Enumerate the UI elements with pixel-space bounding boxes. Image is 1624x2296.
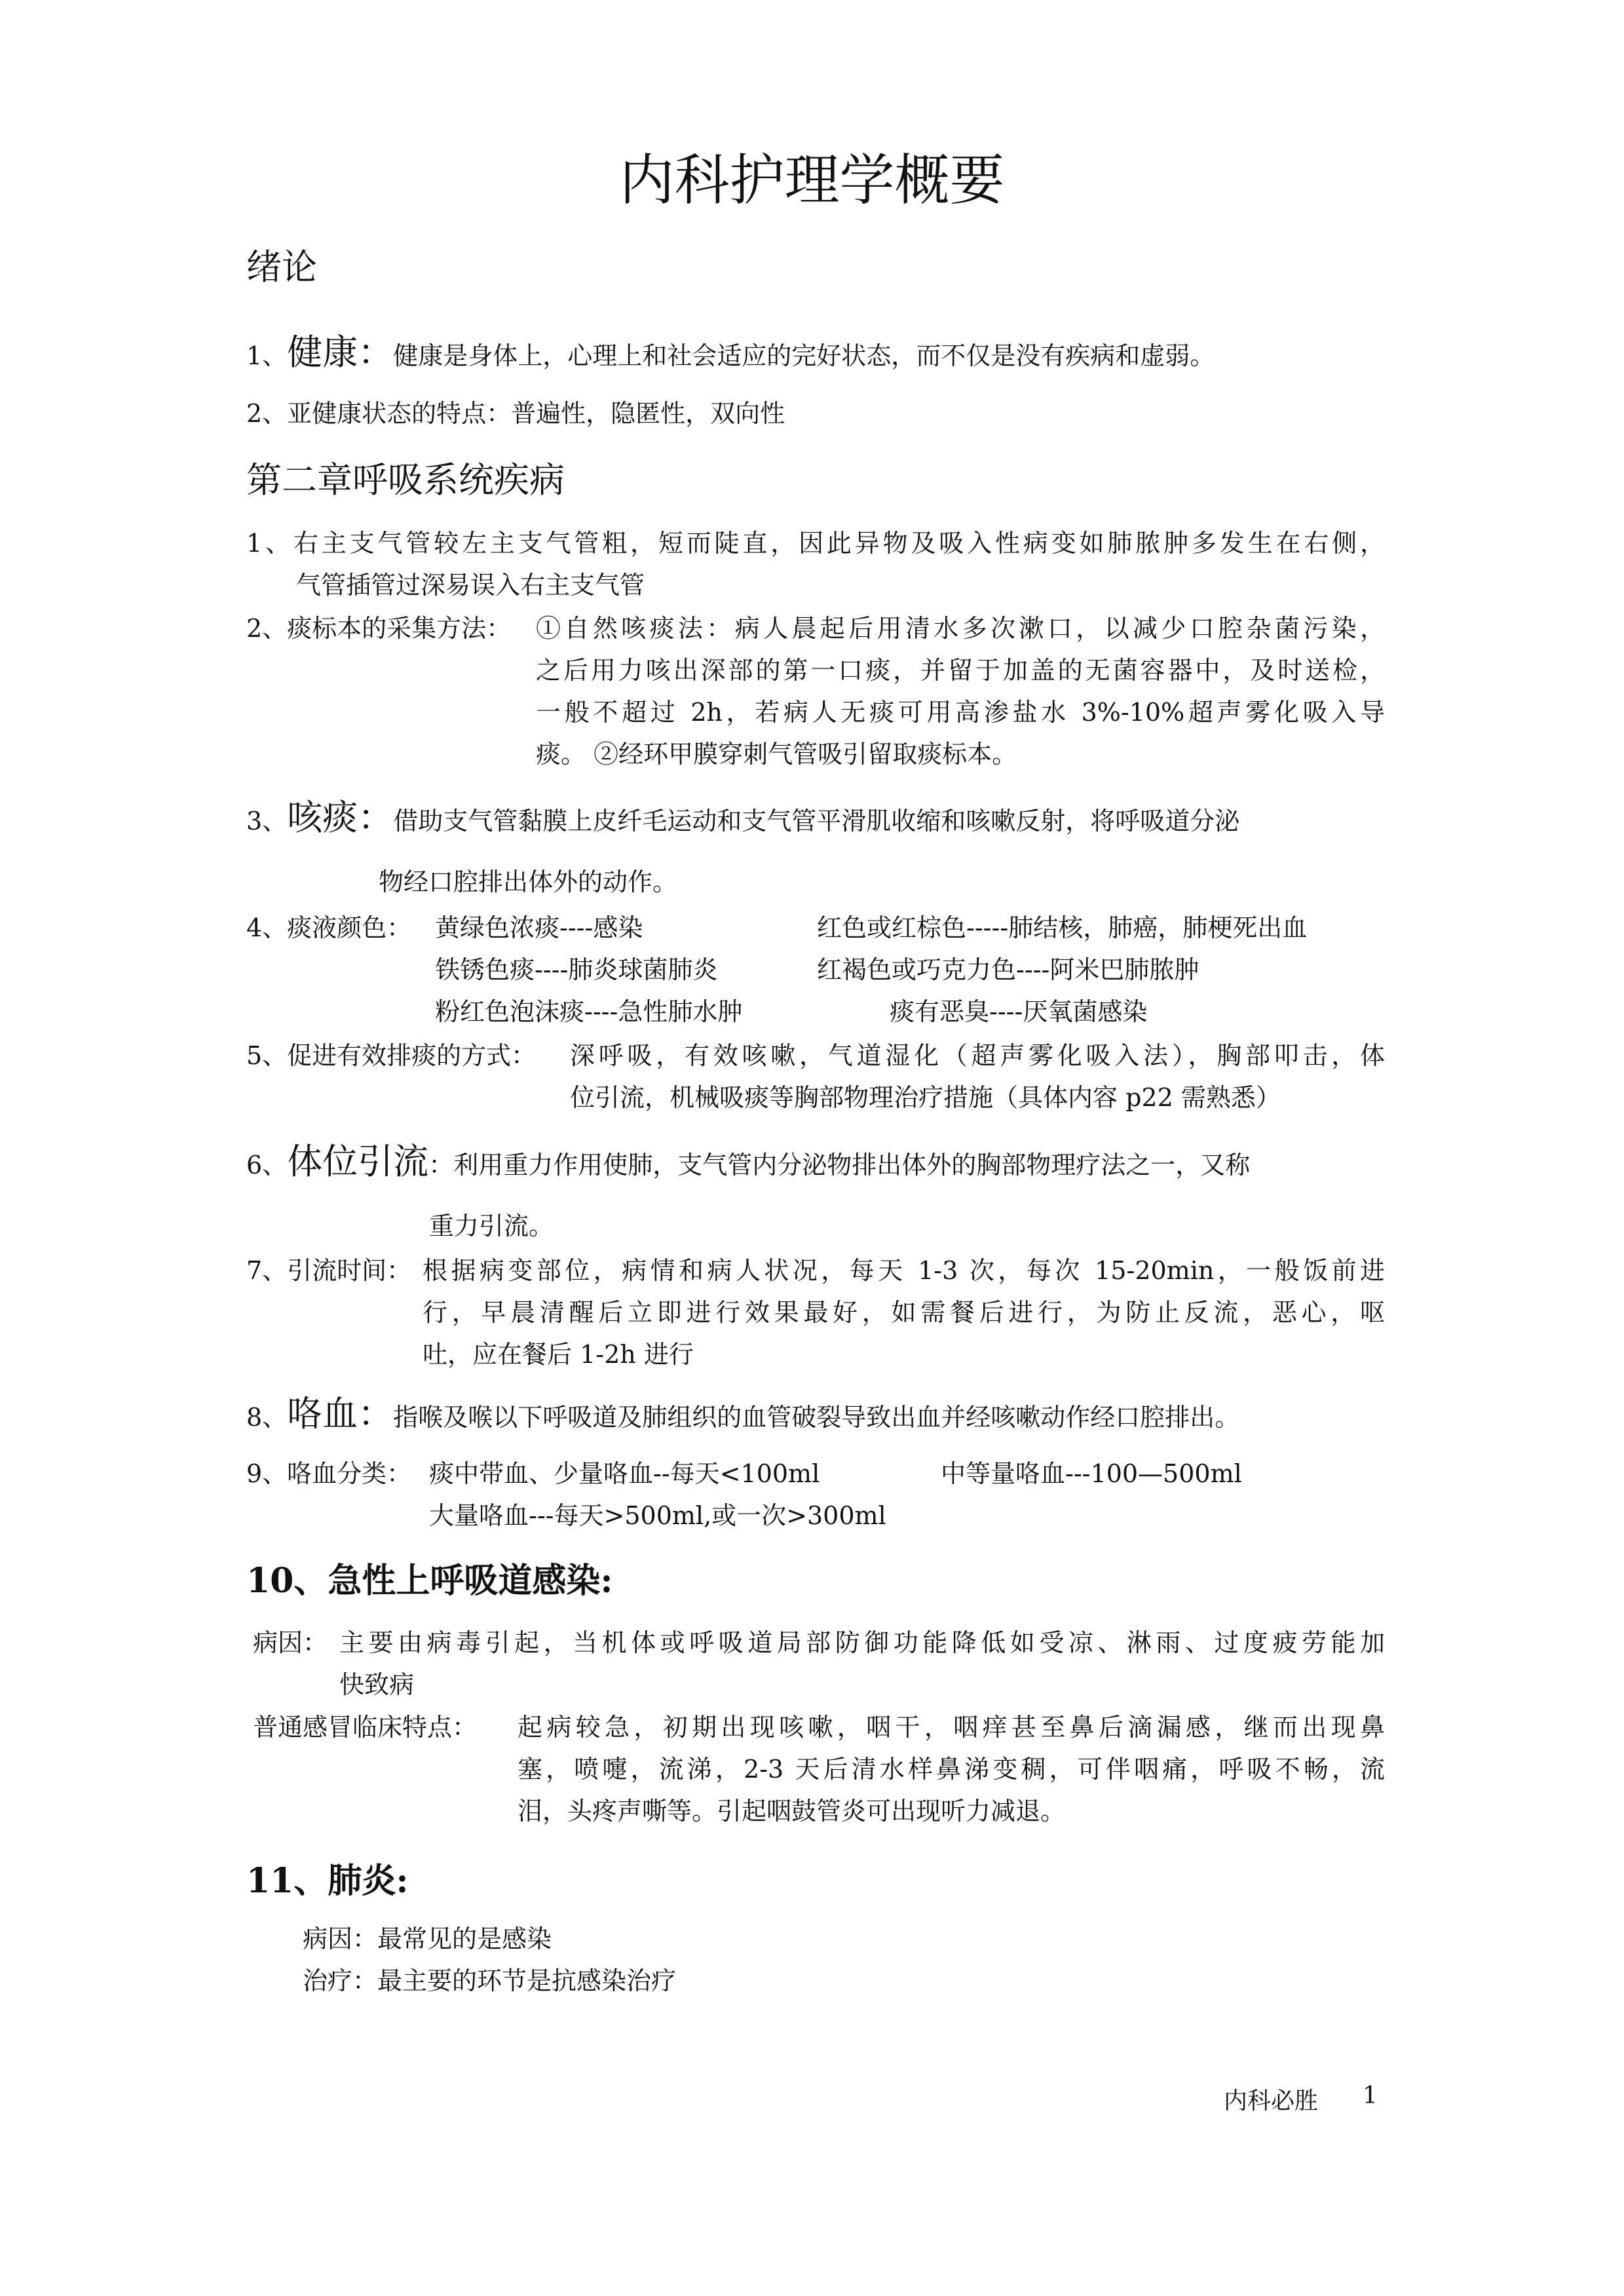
ch2-item-1-line-2: 气管插管过深易误入右主支气管 <box>296 571 645 600</box>
intro-item-2: 2、亚健康状态的特点：普遍性，隐匿性，双向性 <box>246 399 785 428</box>
uri-cause-line-1: 主要由病毒引起，当机体或呼吸道局部防御功能降低如受凉、淋雨、过度疲劳能加 <box>339 1628 1385 1657</box>
hemoptysis-class-1: 痰中带血、少量咯血--每天<100ml <box>429 1459 820 1488</box>
item-number: 1、 <box>246 341 288 370</box>
item-number: 6、 <box>246 1151 288 1179</box>
item-number: 8、 <box>246 1403 288 1432</box>
sputum-color-6: 痰有恶臭----厌氧菌感染 <box>890 997 1148 1026</box>
sputum-color-4: 红褐色或巧克力色----阿米巴肺脓肿 <box>817 955 1199 984</box>
sputum-color-1: 黄绿色浓痰----感染 <box>435 913 643 942</box>
footer-label: 内科必胜 <box>1224 2088 1319 2114</box>
ch2-item-5-line-1: 深呼吸，有效咳嗽，气道湿化（超声雾化吸入法），胸部叩击，体 <box>570 1041 1385 1070</box>
ch2-item-3-line-2: 物经口腔排出体外的动作。 <box>379 868 678 896</box>
term-hemoptysis: 咯血： <box>287 1393 394 1434</box>
term-definition: ：利用重力作用使肺，支气管内分泌物排出体外的胸部物理疗法之一，又称 <box>428 1151 1251 1179</box>
ch2-item-7-line-1: 根据病变部位，病情和病人状况，每天 1-3 次，每次 15-20min，一般饭前进 <box>423 1256 1385 1285</box>
ch2-item-3 <box>246 790 1239 840</box>
term-definition: 借助支气管黏膜上皮纤毛运动和支气管平滑肌收缩和咳嗽反射，将呼吸道分泌 <box>393 807 1240 835</box>
term-expectoration: 咳痰： <box>287 797 394 838</box>
ch2-item-4-label: 4、痰液颜色： <box>246 913 412 942</box>
document-title: 内科护理学概要 <box>619 148 1005 212</box>
term-postural-drainage: 体位引流 <box>287 1141 429 1182</box>
section-heading-intro: 绪论 <box>246 246 317 288</box>
ch2-item-6-line-2: 重力引流。 <box>429 1212 554 1240</box>
ch2-item-2-label: 2、痰标本的采集方法： <box>246 614 512 643</box>
hemoptysis-class-2: 中等量咯血---100—500ml <box>941 1459 1242 1488</box>
sputum-color-3: 铁锈色痰----肺炎球菌肺炎 <box>435 955 718 984</box>
ch2-item-5-line-2: 位引流，机械吸痰等胸部物理治疗措施（具体内容 p22 需熟悉） <box>570 1083 1281 1112</box>
ch2-item-2-line-3: 一般不超过 2h，若病人无痰可用高渗盐水 3%-10%超声雾化吸入导 <box>536 698 1385 727</box>
chapter-heading-respiratory: 第二章呼吸系统疾病 <box>246 459 565 501</box>
uri-clinical-line-1: 起病较急，初期出现咳嗽，咽干，咽痒甚至鼻后滴漏感，继而出现鼻 <box>518 1713 1385 1742</box>
sputum-color-2: 红色或红棕色-----肺结核，肺癌，肺梗死出血 <box>817 913 1308 942</box>
item-number: 3、 <box>246 807 288 835</box>
ch2-item-1-line-1: 1、右主支气管较左主支气管粗，短而陡直，因此异物及吸入性病变如肺脓肿多发生在右侧， <box>246 529 1385 558</box>
hemoptysis-class-3: 大量咯血---每天>500ml,或一次>300ml <box>429 1501 886 1530</box>
intro-item-1 <box>246 324 1215 375</box>
ch2-item-6 <box>246 1134 1250 1184</box>
ch2-item-7-line-2: 行，早晨清醒后立即进行效果最好，如需餐后进行，为防止反流，恶心，呕 <box>423 1298 1385 1327</box>
ch2-item-9-label: 9、咯血分类： <box>246 1459 412 1488</box>
uri-cause-label: 病因： <box>253 1628 328 1657</box>
uri-cause-line-2: 快致病 <box>339 1670 415 1699</box>
pneumonia-treatment: 治疗：最主要的环节是抗感染治疗 <box>303 1966 677 1995</box>
ch2-item-2-line-4: 痰。 ②经环甲膜穿刺气管吸引留取痰标本。 <box>536 740 1017 769</box>
uri-clinical-line-2: 塞，喷嚏，流涕，2-3 天后清水样鼻涕变稠，可伴咽痛，呼吸不畅，流 <box>518 1755 1385 1784</box>
ch2-item-7-label: 7、引流时间： <box>246 1256 412 1285</box>
term-health: 健康： <box>287 332 394 373</box>
ch2-item-2-line-2: 之后用力咳出深部的第一口痰，并留于加盖的无菌容器中，及时送检， <box>536 656 1385 685</box>
uri-clinical-line-3: 泪，头疼声嘶等。引起咽鼓管炎可出现听力减退。 <box>518 1797 1066 1826</box>
section-heading-pneumonia: 11、肺炎: <box>246 1861 409 1901</box>
pneumonia-cause: 病因：最常见的是感染 <box>303 1924 552 1953</box>
sputum-color-5: 粉红色泡沫痰----急性肺水肿 <box>435 997 743 1026</box>
page-number: 1 <box>1363 2082 1378 2109</box>
ch2-item-5-label: 5、促进有效排痰的方式： <box>246 1041 537 1070</box>
section-heading-acute-uri: 10、急性上呼吸道感染: <box>246 1561 613 1601</box>
term-definition: 指喉及喉以下呼吸道及肺组织的血管破裂导致出血并经咳嗽动作经口腔排出。 <box>393 1403 1240 1432</box>
ch2-item-7-line-3: 吐，应在餐后 1-2h 进行 <box>423 1340 694 1369</box>
term-definition: 健康是身体上，心理上和社会适应的完好状态，而不仅是没有疾病和虚弱。 <box>393 341 1215 370</box>
ch2-item-8 <box>246 1386 1239 1436</box>
uri-clinical-label: 普通感冒临床特点： <box>253 1713 478 1742</box>
ch2-item-2-line-1: ①自然咳痰法：病人晨起后用清水多次漱口，以减少口腔杂菌污染， <box>536 614 1385 643</box>
